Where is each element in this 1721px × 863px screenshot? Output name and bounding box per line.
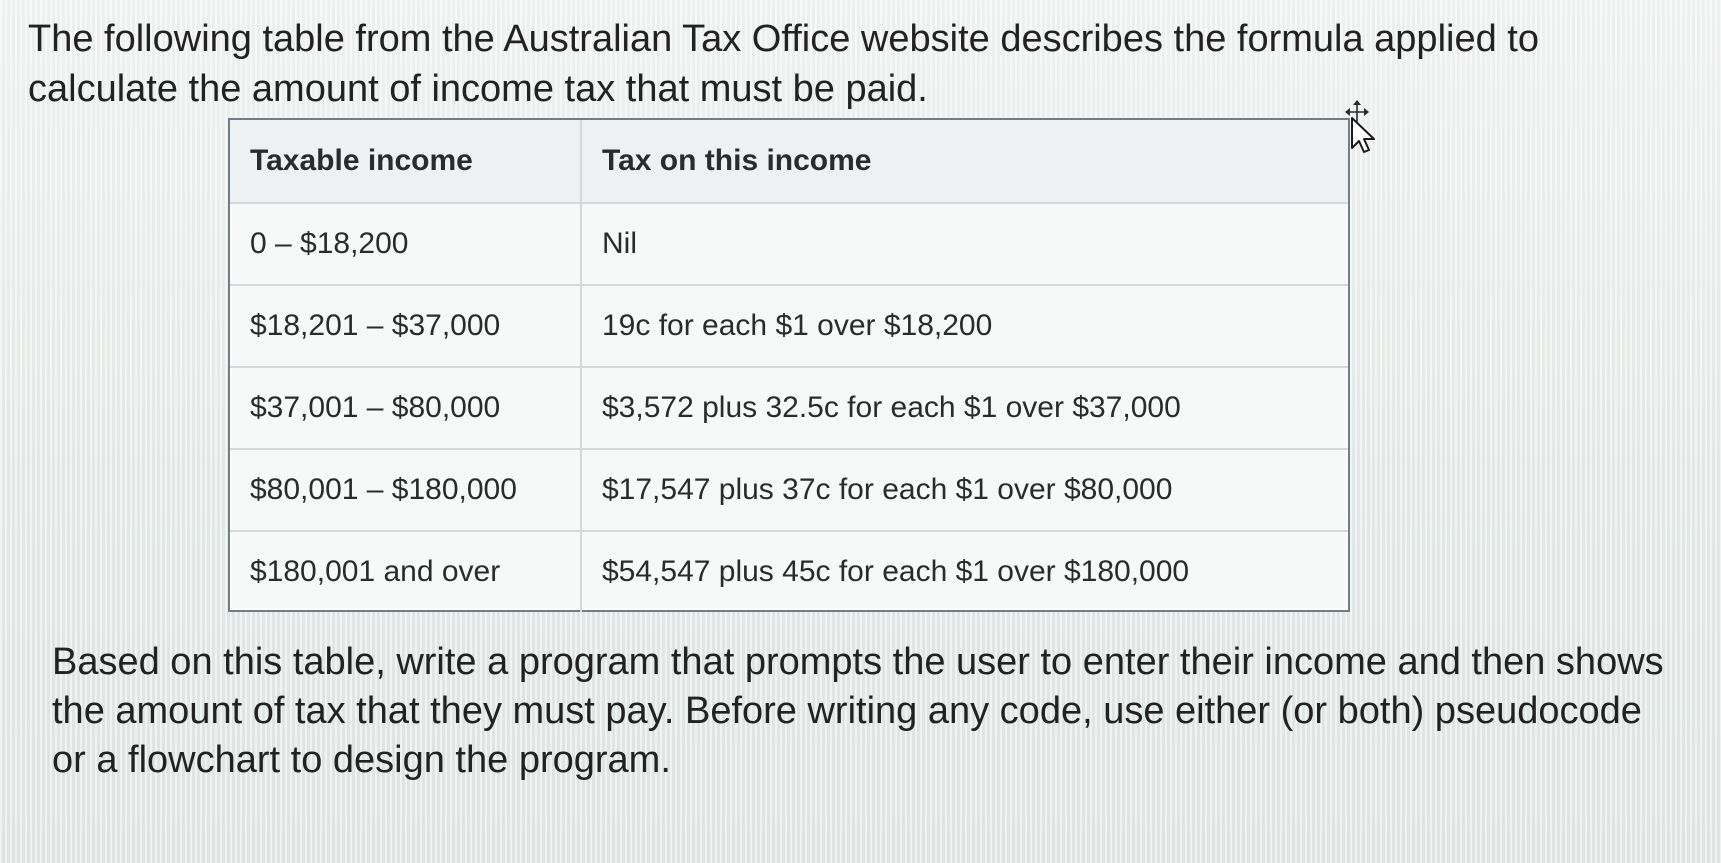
tax-formula-cell: $17,547 plus 37c for each $1 over $80,000 xyxy=(581,449,1348,531)
table-row xyxy=(230,449,1348,531)
table-row xyxy=(230,203,1348,285)
tax-formula-cell: $54,547 plus 45c for each $1 over $180,000 xyxy=(602,555,1190,588)
tax-rates-table xyxy=(230,120,1348,612)
task-paragraph: Based on this table, write a program that prompts the user to enter their income and then shows the amount of tax that they must pay. Before writing any code, use either (or both) pseudocode or a flowchart to design the program. xyxy=(52,641,1664,781)
table-row xyxy=(230,531,1348,612)
intro-paragraph: The following table from the Australian Tax Office website describes the formula applied to calculate the amount of income tax that must be paid. xyxy=(28,18,1539,110)
header-tax-on-income: Tax on this income xyxy=(581,120,1348,203)
tax-table-container[interactable] xyxy=(228,118,1350,612)
table-header-row xyxy=(230,120,1348,203)
table-row xyxy=(230,367,1348,449)
tax-formula-cell: $3,572 plus 32.5c for each $1 over $37,000 xyxy=(581,367,1348,449)
move-cursor-icon xyxy=(1332,100,1382,160)
income-range-cell: 0 – $18,200 xyxy=(230,203,581,285)
income-range-cell: $18,201 – $37,000 xyxy=(230,285,581,367)
income-range-cell: $37,001 – $80,000 xyxy=(230,367,581,449)
income-range-cell: $180,001 and over xyxy=(230,531,581,612)
table-row xyxy=(230,285,1348,367)
tax-formula-cell: 19c for each $1 over $18,200 xyxy=(581,285,1348,367)
tax-formula-cell: Nil xyxy=(581,203,1348,285)
income-range-cell: $80,001 – $180,000 xyxy=(230,449,581,531)
header-taxable-income: Taxable income xyxy=(230,120,581,203)
